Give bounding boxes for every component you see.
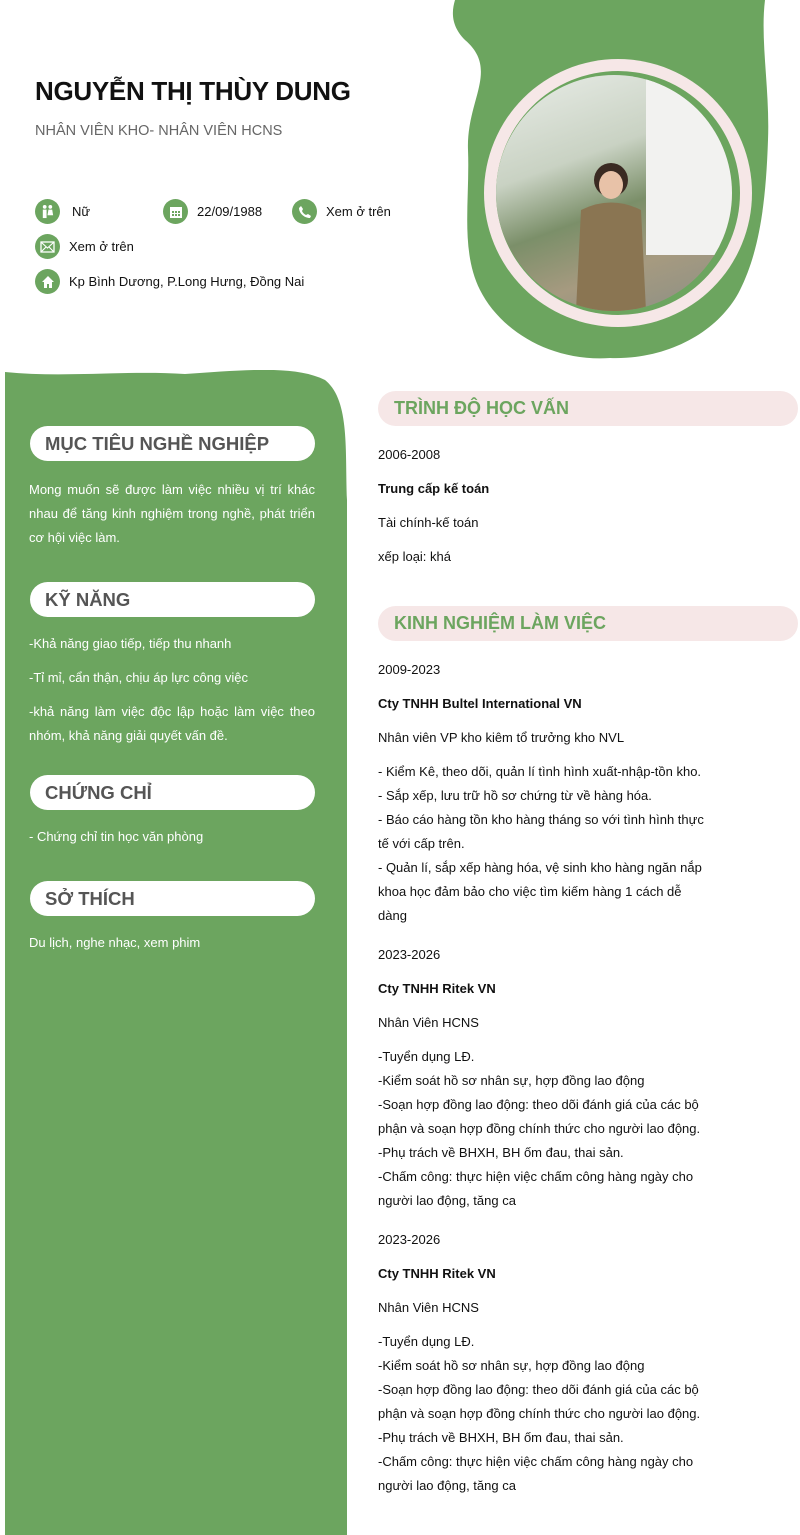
objective-heading: MỤC TIÊU NGHỀ NGHIỆP [30, 426, 315, 461]
education-school: Trung cấp kế toán [378, 481, 490, 496]
job-duty: -Tuyển dụng LĐ. [378, 1049, 475, 1064]
job-position: Nhân viên VP kho kiêm tổ trưởng kho NVL [378, 730, 625, 745]
job-company: Cty TNHH Ritek VN [378, 981, 496, 996]
job-description [378, 1330, 708, 1498]
skill-item: -Tỉ mỉ, cẩn thận, chịu áp lực công việc [29, 670, 248, 685]
home-icon [35, 269, 60, 294]
candidate-role: NHÂN VIÊN KHO- NHÂN VIÊN HCNS [35, 123, 283, 139]
email-value: Xem ở trên [69, 239, 134, 254]
job-duty: -Phụ trách về BHXH, BH ốm đau, thai sản. [378, 1430, 624, 1445]
job-duty: -Phụ trách về BHXH, BH ốm đau, thai sản. [378, 1145, 624, 1160]
job-position: Nhân Viên HCNS [378, 1300, 479, 1315]
skills-heading: KỸ NĂNG [30, 582, 315, 617]
certificates-heading: CHỨNG CHỈ [30, 775, 315, 810]
job-duty: - Báo cáo hàng tồn kho hàng tháng so với tình hình thực tế với cấp trên. [378, 812, 704, 851]
phone-value: Xem ở trên [326, 204, 391, 219]
birthday-value: 22/09/1988 [197, 204, 263, 219]
education-heading: TRÌNH ĐỘ HỌC VẤN [378, 391, 798, 426]
education-grade: xếp loại: khá [378, 549, 451, 564]
skill-item: -Khả năng giao tiếp, tiếp thu nhanh [29, 636, 232, 651]
job-duty: -Tuyển dụng LĐ. [378, 1334, 475, 1349]
job-duty: -Kiểm soát hồ sơ nhân sự, hợp đồng lao động [378, 1358, 645, 1373]
experience-heading: KINH NGHIỆM LÀM VIỆC [378, 606, 798, 641]
address-value: Kp Bình Dương, P.Long Hưng, Đồng Nai [69, 274, 305, 289]
profile-photo [496, 75, 732, 311]
certificate-item: - Chứng chỉ tin học văn phòng [29, 829, 204, 844]
gender-value: Nữ [72, 204, 91, 219]
education-period: 2006-2008 [378, 447, 441, 462]
job-company: Cty TNHH Bultel International VN [378, 696, 582, 711]
phone-info [292, 199, 391, 224]
objective-text: Mong muốn sẽ được làm việc nhiều vị trí khác nhau để tăng kinh nghiệm trong nghề, phát triển cơ hội việc làm. [29, 482, 315, 545]
job-duty: -Soạn hợp đồng lao động: theo dõi đánh giá của các bộ phận và soạn hợp đồng chính thức cho người lao động. [378, 1382, 701, 1421]
calendar-icon [163, 199, 188, 224]
hobbies-text: Du lịch, nghe nhạc, xem phim [29, 935, 201, 950]
job-period: 2023-2026 [378, 947, 441, 962]
job-description [378, 1045, 708, 1213]
education-major: Tài chính-kế toán [378, 515, 479, 530]
skill-item: -khả năng làm việc độc lập hoặc làm việc theo nhóm, khả năng giải quyết vấn đề. [29, 704, 315, 743]
job-duty: -Chấm công: thực hiện việc chấm công hàng ngày cho người lao động, tăng ca [378, 1169, 694, 1208]
job-company: Cty TNHH Ritek VN [378, 1266, 496, 1281]
email-info [35, 234, 134, 259]
job-duty: - Quản lí, sắp xếp hàng hóa, vệ sinh kho hàng ngăn nắp khoa học đảm bảo cho việc tìm kiếm hàng 1 cách dễ dàng [378, 860, 702, 923]
job-duty: - Sắp xếp, lưu trữ hồ sơ chứng từ về hàng hóa. [378, 788, 652, 803]
candidate-name: NGUYỄN THỊ THÙY DUNG [35, 76, 351, 106]
job-period: 2023-2026 [378, 1232, 441, 1247]
job-period: 2009-2023 [378, 662, 441, 677]
job-description [378, 760, 708, 928]
job-duty: -Chấm công: thực hiện việc chấm công hàng ngày cho người lao động, tăng ca [378, 1454, 694, 1493]
gender-icon [35, 199, 60, 224]
birthday-info [163, 199, 262, 224]
job-position: Nhân Viên HCNS [378, 1015, 479, 1030]
address-info [35, 269, 304, 294]
phone-icon [292, 199, 317, 224]
job-duty: -Soạn hợp đồng lao động: theo dõi đánh giá của các bộ phận và soạn hợp đồng chính thức cho người lao động. [378, 1097, 701, 1136]
hobbies-heading: SỞ THÍCH [30, 881, 315, 916]
job-duty: - Kiểm Kê, theo dõi, quản lí tình hình xuất-nhập-tồn kho. [378, 764, 702, 779]
job-duty: -Kiểm soát hồ sơ nhân sự, hợp đồng lao động [378, 1073, 645, 1088]
mail-icon [35, 234, 60, 259]
gender-info [35, 199, 90, 224]
